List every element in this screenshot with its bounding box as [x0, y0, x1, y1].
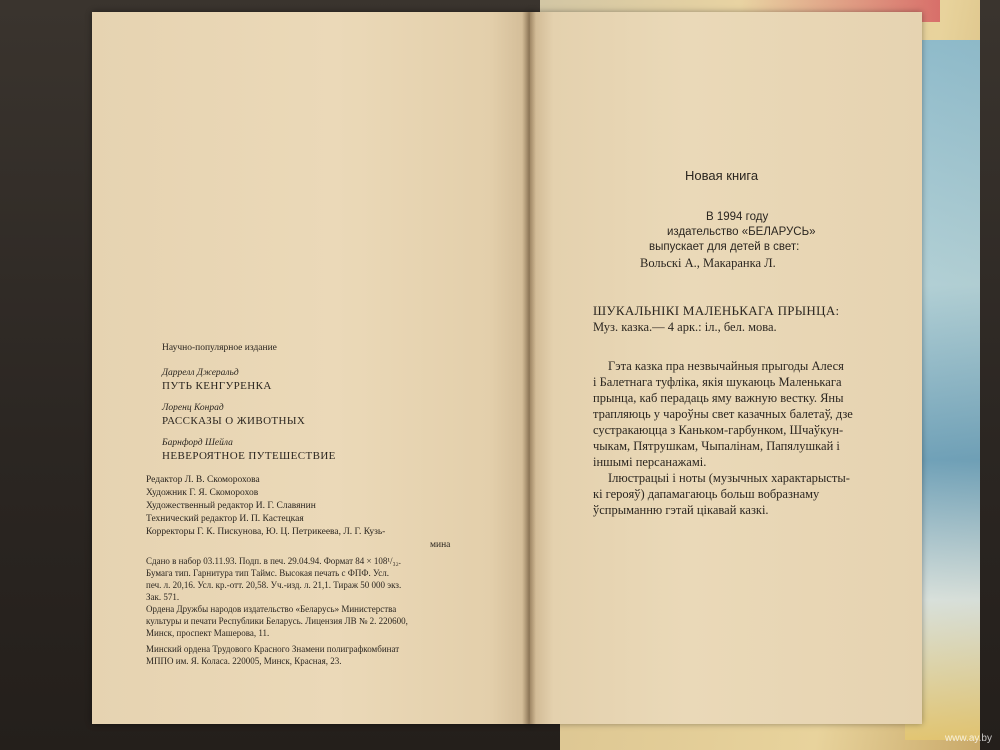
publisher-info-line: Минск, проспект Машерова, 11. — [146, 628, 270, 638]
credit-line: Художественный редактор И. Г. Славянин — [146, 501, 316, 511]
print-info-line: печ. л. 20,16. Усл. кр.-отт. 20,58. Уч.-изд. л. 21,1. Тираж 50 000 экз. — [146, 580, 402, 590]
author-3: Барнфорд Шейла — [162, 438, 233, 448]
description-line: трапляюць у чароўны свет казачных балетаў, дзе — [593, 407, 853, 421]
publisher-info-line: Ордена Дружбы народов издательство «Беларусь» Министерства — [146, 604, 397, 614]
description-line: прынца, каб перадаць яму важную вестку. Яны — [593, 391, 844, 405]
author-2: Лоренц Конрад — [162, 403, 224, 413]
new-book-heading: Новая книга — [685, 168, 759, 183]
credit-line: Корректоры Г. К. Пискунова, Ю. Ц. Петрикеева, Л. Г. Кузь- — [146, 527, 386, 537]
printer-info-line: Минский ордена Трудового Красного Знамени полиграфкомбинат — [146, 644, 400, 654]
genre-label: Научно-популярное издание — [162, 343, 277, 353]
announce-line: издательство «БЕЛАРУСЬ» — [667, 226, 816, 238]
title-2: РАССКАЗЫ О ЖИВОТНЫХ — [162, 415, 306, 427]
credit-line: мина — [430, 540, 451, 550]
credit-line: Технический редактор И. П. Кастецкая — [146, 514, 304, 524]
description-line: Гэта казка пра незвычайныя прыгоды Алеся — [608, 359, 844, 373]
book-spine-gutter — [522, 12, 536, 724]
title-3: НЕВЕРОЯТНОЕ ПУТЕШЕСТВИЕ — [162, 450, 336, 462]
book-meta: Муз. казка.— 4 арк.: іл., бел. мова. — [593, 320, 777, 334]
credit-line: Редактор Л. В. Скоморохова — [146, 475, 260, 485]
title-1: ПУТЬ КЕНГУРЕНКА — [162, 380, 272, 392]
print-info-line: Сдано в набор 03.11.93. Подп. в печ. 29.04.94. Формат 84 × 108¹/₃₂. — [146, 556, 402, 566]
description-line: кі герояў) дапамагаюць больш вобразнаму — [593, 487, 820, 501]
publisher-info-line: культуры и печати Республики Беларусь. Лицензия ЛВ № 2. 220600, — [146, 616, 408, 626]
description-line: чыкам, Пятрушкам, Чыпалінам, Папялушкай і — [593, 439, 840, 453]
announce-line: В 1994 году — [706, 211, 769, 223]
printer-info-line: МППО им. Я. Коласа. 220005, Минск, Красная, 23. — [146, 656, 342, 666]
watermark: www.ay.by — [944, 733, 992, 744]
description-line: і Балетнага туфліка, якія шукаюць Маленькага — [593, 375, 842, 389]
description-line: Ілюстрацыі і ноты (музычных характарысты- — [608, 471, 850, 485]
announce-line: выпускает для детей в свет: — [649, 241, 800, 253]
description-line: сустракаюцца з Каньком-гарбунком, Шчаўкун- — [593, 423, 844, 437]
description-line: іншымі персанажамі. — [593, 455, 707, 469]
print-info-line: Зак. 571. — [146, 592, 180, 602]
credit-line: Художник Г. Я. Скоморохов — [146, 488, 259, 498]
author-1: Даррелл Джеральд — [162, 368, 239, 378]
book-title: ШУКАЛЬНІКІ МАЛЕНЬКАГА ПРЫНЦА: — [593, 303, 840, 318]
description-line: ўспрыманню гэтай цікавай казкі. — [593, 503, 769, 517]
book-authors: Вольскі А., Макаранка Л. — [640, 256, 776, 270]
print-info-line: Бумага тип. Гарнитура тип Таймс. Высокая печать с ФПФ. Усл. — [146, 568, 390, 578]
